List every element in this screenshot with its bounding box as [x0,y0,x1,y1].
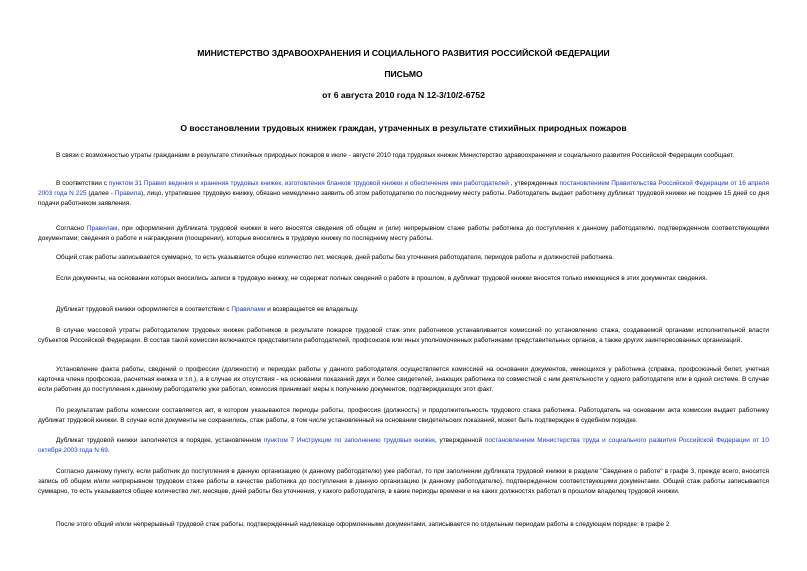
p2-text-2: , утвержденных [508,180,560,187]
link-government-decree-225[interactable]: постановлением Правительства Российской Федерации от 16 апреля 2003 года N 225 [38,180,769,197]
p6-text-2: и возвращается ее владельцу. [265,306,359,313]
ministry-heading: МИНИСТЕРСТВО ЗДРАВООХРАНЕНИЯ И СОЦИАЛЬНОГО РАЗВИТИЯ РОССИЙСКОЙ ФЕДЕРАЦИИ [197,48,610,58]
paragraph-3 [38,224,769,244]
link-rules-item-31[interactable]: пунктом 31 Правил ведения и хранения трудовых книжек, изготовления бланков трудовой книжки и обеспечения ими работодателей [108,180,509,187]
paragraph-6 [38,305,769,315]
paragraph-10 [38,436,769,456]
paragraph-9: По результатам работы комиссии составляется акт, в котором указываются периоды работы, профессия (должность) и продолжительность трудового стажа работника. Работодатель на основании акта комиссии выдает работнику дубликат трудовой книжки. В случае если документы не сохранились, стаж работы, в том числе установленный на основании свидетельских показаний, может быть подтвержден в судебном порядке. [38,407,769,424]
p2-text-1: В соответствии с [56,180,109,187]
link-rules-p3[interactable]: Правилам [86,225,118,232]
paragraph-1: В связи с возможностью утраты гражданами в результате стихийных природных пожаров в июле - августе 2010 года трудовых книжек Министерство здравоохранения и социального развития Российской Федерации сообщает. [56,152,735,159]
link-rules[interactable]: Правила [114,189,141,197]
p6-text-1: Дубликат трудовой книжки оформляется в соответствии с [56,306,232,313]
p10-text-2: , утвержденной [434,437,485,444]
document-type: ПИСЬМО [384,69,423,79]
paragraph-7: В случае массовой утраты работодателем трудовых книжек работников в результате пожаров трудовой стаж этих работников устанавливается комиссией по установлению стажа, создаваемой органами исполнительной власти субъектов Российской Федерации. В состав такой комиссии включаются представители работодателей, профсоюзов или иных уполномоченных работниками представительных органов, а также других заинтересованных организаций. [38,327,769,344]
p3-text-2: , при оформлении дубликата трудовой книжки в него вносятся сведения об общем и (или) непрерывном стаже работы работника до поступления к данному работодателю, подтвержденном соответствующими документами; сведения о работе и награждении (поощрении), которые вносились в трудовую книжку по последнему месту работы. [38,225,769,242]
link-ministry-decree-69[interactable]: постановлением Министерства труда и социального развития Российской Федерации от 10 октября 2003 года N 69 [38,437,769,454]
document-subject: О восстановлении трудовых книжек граждан, утраченных в результате стихийных природных пожаров [180,123,627,133]
p10-text-1: Дубликат трудовой книжки заполняется в порядке, установленном [56,437,264,444]
paragraph-11: Согласно данному пункту, если работник до поступления в данную организацию (к данному работодателю) уже работал, то при заполнении дубликата трудовой книжки в разделе "Сведения о работе" в графе 3, прежде всего, вносится запись об общем и/или непрерывном трудовом стаже работы в качестве работника до поступления в данную организацию (к данному работодателю), подтвержденном соответствующими документами. Общий стаж работы записывается суммарно, то есть указывается общее количество лет, месяцев, дней работы без уточнения, у какого работодателя, в какие периоды времени и на каких должностях работал в прошлом владелец трудовой книжки. [38,468,769,495]
paragraph-5: Если документы, на основании которых вносились записи в трудовую книжку, не содержат полных сведений о работе в прошлом, в дубликат трудовой книжки вносятся только имеющиеся в этих документах сведения. [56,275,708,282]
p2-text-3: (далее - [86,189,115,197]
link-instruction-item-7[interactable]: пунктом 7 Инструкции по заполнению трудовых книжек [263,437,435,444]
p10-text-3: . [107,446,110,454]
paragraph-2 [38,179,769,209]
p2-text-4: ), лицо, утратившее трудовую книжку, обязано немедленно заявить об этом работодателю по последнему месту работы. Работодатель выдает работнику дубликат трудовой книжки не позднее 15 дней со дня подачи работником заявления. [38,189,769,207]
date-number: от 6 августа 2010 года N 12-3/10/2-6752 [322,90,485,100]
paragraph-8: Установление факта работы, сведений о профессии (должности) и периодах работы у данного работодателя осуществляется комиссией на основании документов, имеющихся у работника (справка, профсоюзный билет, учетная карточка члена профсоюза, расчетная книжка и т.п.), а в случае их отсутствия - на основании показаний двух и более свидетелей, знающих работника по совместной с ним деятельности у одного работодателя или в одной системе. В случае если работник до поступления к данному работодателю уже работал, комиссия принимает меры к получению документов, подтверждающих этот факт. [38,366,769,393]
link-rules-p6[interactable]: Правилами [231,306,266,313]
paragraph-4: Общий стаж работы записывается суммарно, то есть указывается общее количество лет, месяцев, дней работы без уточнения работодателя, периодов работы и должностей работника. [56,254,614,261]
p3-text-1: Согласно [56,225,87,232]
paragraph-12: После этого общий и/или непрерывный трудовой стаж работы, подтвержденный надлежаще оформленными документами, записывается по отдельным периодам работы в следующем порядке: в графе 2 [56,521,670,528]
